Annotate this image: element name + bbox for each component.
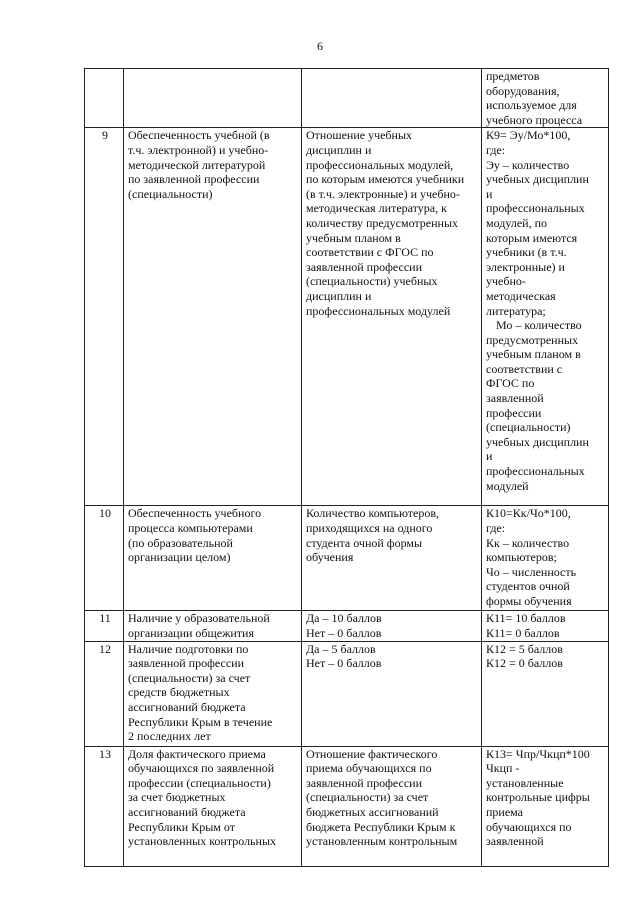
row-number: 10	[85, 506, 124, 611]
cell-text-line: модулей	[486, 478, 529, 493]
cell-text-line: бюджетных ассигнований	[306, 804, 439, 819]
cell-text-line: учебники (в т.ч.	[486, 245, 567, 260]
cell-text-line: контрольные цифры	[486, 790, 590, 805]
row-number: 12	[85, 641, 124, 746]
cell-text-line: литература;	[486, 303, 546, 318]
cell-text-line: организации общежития	[128, 625, 254, 640]
cell-text-line: учебных дисциплин	[486, 172, 589, 187]
cell-text-line: используемое для	[486, 98, 577, 113]
row-number: 13	[85, 746, 124, 866]
cell-text-line: профессии	[486, 405, 542, 420]
cell-text-line: (специальности)	[486, 420, 571, 435]
table-row	[85, 506, 609, 611]
cell-text-line: студента очной формы	[306, 535, 423, 550]
cell-text-line: обучения	[306, 550, 354, 565]
cell-text-line: установленных контрольных	[128, 834, 277, 849]
cell-text-line: процесса компьютерами	[128, 520, 253, 535]
cell-text-line: К11= 10 баллов	[486, 611, 566, 626]
cell-text-line: количеству предусмотренных	[306, 215, 459, 230]
cell-text-line: обучающихся по	[486, 819, 572, 834]
cell-text-line: учебным планом в	[486, 347, 581, 362]
cell-text-line: организации целом)	[128, 550, 231, 565]
cell-text-line: Да – 5 баллов	[306, 641, 376, 656]
cell-text-line: соответствии с	[486, 361, 563, 376]
cell-text-line: Мо – количество	[496, 318, 582, 333]
cell-text-line: компьютеров;	[486, 550, 557, 565]
cell-text-line: приема обучающихся по	[306, 761, 432, 776]
criterion-cell	[124, 611, 302, 641]
cell-text-line: учебных дисциплин	[486, 434, 589, 449]
cell-text-line: К12 = 5 баллов	[486, 641, 563, 656]
cell-text-line: К12 = 0 баллов	[486, 656, 563, 671]
cell-text-line: К9= Эу/Мо*100,	[486, 128, 571, 143]
cell-text-line: предусмотренных	[486, 332, 579, 347]
cell-text-line: которым имеются	[486, 230, 578, 245]
cell-text-line: где:	[486, 520, 506, 535]
cell-text-line: Отношение учебных	[306, 128, 413, 143]
cell-text-line: т.ч. электронной) и учебно-	[128, 142, 269, 157]
cell-text-line: Количество компьютеров,	[306, 506, 439, 521]
cell-text-line: установленным контрольным	[306, 834, 458, 849]
cell-text-line: учебным планом в	[306, 230, 401, 245]
criterion-cell	[124, 746, 302, 866]
cell-text-line: Эу – количество	[486, 157, 570, 172]
cell-text-line: приема	[486, 804, 524, 819]
cell-text-line: профессиональных	[486, 201, 585, 216]
criterion-cell	[124, 69, 302, 128]
cell-text-line: обучающихся по заявленной	[128, 761, 275, 776]
cell-text-line: 2 последних лет	[128, 729, 211, 744]
cell-text-line: Наличие подготовки по	[128, 641, 249, 656]
indicator-cell	[302, 641, 482, 746]
cell-text-line: заявленной	[486, 391, 544, 406]
cell-text-line: (в т.ч. электронные) и учебно-	[306, 186, 460, 201]
cell-text-line: заявленной профессии	[306, 775, 422, 790]
cell-text-line: Республики Крым от	[128, 819, 235, 834]
cell-text-line: (специальности) учебных	[306, 274, 438, 289]
row-number: 9	[85, 128, 124, 506]
cell-text-line: заявленной профессии	[128, 656, 244, 671]
table-row	[85, 611, 609, 641]
cell-text-line: и	[486, 186, 493, 201]
table-row	[85, 641, 609, 746]
cell-text-line: Отношение фактического	[306, 746, 438, 761]
page-number: 6	[317, 39, 323, 53]
cell-text-line: учебно-	[486, 274, 526, 289]
cell-text-line: дисциплин и	[306, 288, 372, 303]
cell-text-line: Нет – 0 баллов	[306, 656, 382, 671]
cell-text-line: Обеспеченность учебного	[128, 506, 262, 521]
row-number	[85, 69, 124, 128]
indicator-cell	[302, 611, 482, 641]
table-row	[85, 69, 609, 128]
cell-text-line: дисциплин и	[306, 142, 372, 157]
cell-text-line: средств бюджетных	[128, 685, 230, 700]
indicator-cell	[302, 69, 482, 128]
cell-text-line: и	[486, 449, 493, 464]
criterion-cell	[124, 128, 302, 506]
formula-cell	[482, 746, 609, 866]
cell-text-line: Обеспеченность учебной (в	[128, 128, 270, 143]
cell-text-line: К10=Кк/Чо*100,	[486, 506, 571, 521]
cell-text-line: учебного процесса	[486, 112, 583, 127]
cell-text-line: профессиональных	[486, 464, 585, 479]
cell-text-line: (специальности) за счет	[128, 670, 251, 685]
cell-text-line: установленные	[486, 775, 564, 790]
cell-text-line: студентов очной	[486, 579, 570, 594]
cell-text-line: за счет бюджетных	[128, 790, 226, 805]
cell-text-line: по которым имеются учебники	[306, 172, 465, 187]
cell-text-line: где:	[486, 142, 506, 157]
cell-text-line: Республики Крым в течение	[128, 714, 273, 729]
indicator-cell	[302, 506, 482, 611]
indicator-cell	[302, 128, 482, 506]
cell-text-line: заявленной	[486, 834, 544, 849]
indicator-cell	[302, 746, 482, 866]
cell-text-line: Чо – численность	[486, 564, 577, 579]
cell-text-line: модулей, по	[486, 215, 547, 230]
cell-text-line: заявленной профессии	[306, 259, 422, 274]
formula-cell	[482, 69, 609, 128]
cell-text-line: ФГОС по	[486, 376, 535, 391]
cell-text-line: электронные) и	[486, 259, 565, 274]
cell-text-line: формы обучения	[486, 593, 572, 608]
cell-text-line: профессиональных модулей	[306, 303, 451, 318]
cell-text-line: методическая	[486, 288, 556, 303]
cell-text-line: Чкцп -	[486, 761, 520, 776]
cell-text-line: Нет – 0 баллов	[306, 625, 382, 640]
cell-text-line: приходящихся на одного	[306, 520, 433, 535]
cell-text-line: Да – 10 баллов	[306, 611, 382, 626]
row-number: 11	[85, 611, 124, 641]
table-row	[85, 746, 609, 866]
criterion-cell	[124, 641, 302, 746]
cell-text-line: профессиональных модулей,	[306, 157, 454, 172]
criterion-cell	[124, 506, 302, 611]
cell-text-line: ассигнований бюджета	[128, 699, 246, 714]
cell-text-line: К11= 0 баллов	[486, 625, 560, 640]
cell-text-line: ассигнований бюджета	[128, 804, 246, 819]
formula-cell	[482, 641, 609, 746]
cell-text-line: Доля фактического приема	[128, 746, 266, 761]
cell-text-line: профессии (специальности)	[128, 775, 271, 790]
cell-text-line: (специальности)	[128, 186, 213, 201]
cell-text-line: бюджета Республики Крым к	[306, 819, 456, 834]
cell-text-line: методическая литература, к	[306, 201, 447, 216]
cell-text-line: К13= Чпр/Чкцп*100	[486, 746, 590, 761]
cell-text-line: Наличие у образовательной	[128, 611, 270, 626]
formula-cell	[482, 506, 609, 611]
formula-cell	[482, 611, 609, 641]
cell-text-line: соответствии с ФГОС по	[306, 245, 434, 260]
cell-text-line: методической литературой	[128, 157, 266, 172]
cell-text-line: предметов	[486, 69, 540, 83]
formula-cell	[482, 128, 609, 506]
cell-text-line: (по образовательной	[128, 535, 233, 550]
cell-text-line: оборудования,	[486, 83, 560, 98]
cell-text-line: по заявленной профессии	[128, 172, 260, 187]
cell-text-line: Кк – количество	[486, 535, 570, 550]
criteria-table	[84, 68, 609, 867]
table-row	[85, 128, 609, 506]
cell-text-line: (специальности) за счет	[306, 790, 429, 805]
